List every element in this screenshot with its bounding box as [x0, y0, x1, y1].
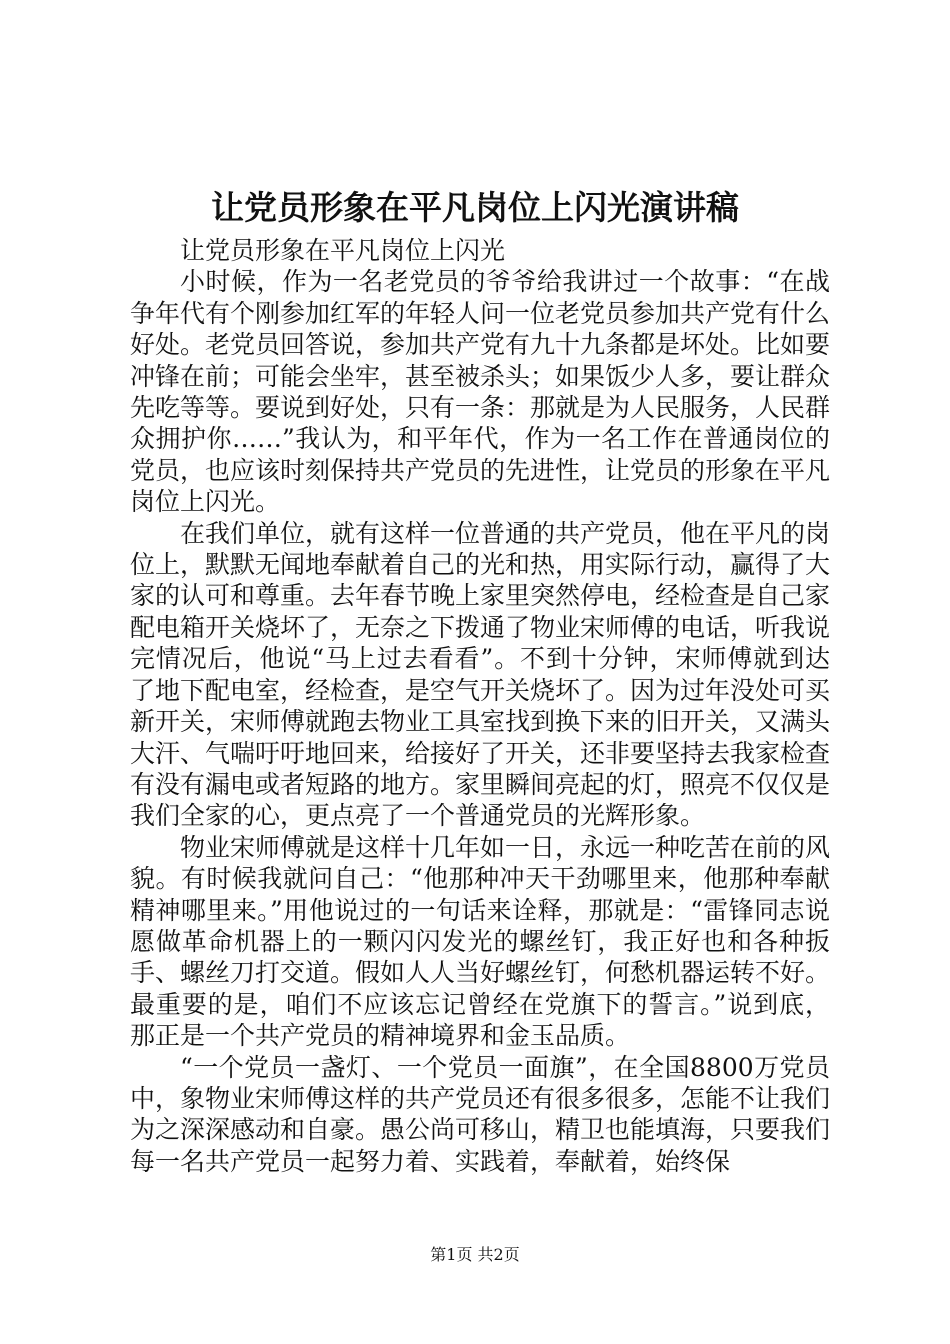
paragraph: 物业宋师傅就是这样十几年如一日，永远一种吃苦在前的风貌。有时候我就问自己：“他那种冲天干劲哪里来，他那种奉献精神哪里来。”用他说过的一句话来诠释，那就是：“雷锋同志说愿做革命机器上的一颗闪闪发光的螺丝钉，我正好也和各种扳手、螺丝刀打交道。假如人人当好螺丝钉，何愁机器运转不好。最重要的是，咱们不应该忘记曾经在党旗下的誓言。”说到底，那正是一个共产党员的精神境界和金玉品质。: [130, 832, 831, 1051]
page-footer: 第1页 共2页: [430, 1245, 520, 1264]
paragraph: “一个党员一盏灯、一个党员一面旗”，在全国8800万党员中，象物业宋师傅这样的共产党员还有很多很多，怎能不让我们为之深深感动和自豪。愚公尚可移山，精卫也能填海，只要我们每一名共产党员一起努力着、实践着，奉献着，始终保: [130, 1052, 831, 1176]
document-subtitle: 让党员形象在平凡岗位上闪光: [180, 236, 506, 265]
paragraph: 在我们单位，就有这样一位普通的共产党员，他在平凡的岗位上，默默无闻地奉献着自己的光和热，用实际行动，赢得了大家的认可和尊重。去年春节晚上家里突然停电，经检查是自己家配电箱开关烧坏了，无奈之下拨通了物业宋师傅的电话，听我说完情况后，他说“马上过去看看”。不到十分钟，宋师傅就到达了地下配电室，经检查，是空气开关烧坏了。因为过年没处可买新开关，宋师傅就跑去物业工具室找到换下来的旧开关，又满头大汗、气喘吁吁地回来，给接好了开关，还非要坚持去我家检查有没有漏电或者短路的地方。家里瞬间亮起的灯，照亮不仅仅是我们全家的心，更点亮了一个普通党员的光辉形象。: [130, 518, 831, 831]
paragraph: 小时候，作为一名老党员的爷爷给我讲过一个故事：“在战争年代有个刚参加红军的年轻人问一位老党员参加共产党有什么好处。老党员回答说，参加共产党有九十九条都是坏处。比如要冲锋在前；可能会坐牢，甚至被杀头；如果饭少人多，要让群众先吃等等。要说到好处，只有一条：那就是为人民服务，人民群众拥护你……”我认为，和平年代，作为一名工作在普通岗位的党员，也应该时刻保持共产党员的先进性，让党员的形象在平凡岗位上闪光。: [130, 267, 831, 517]
document-body: [130, 235, 830, 1177]
document-title: 让党员形象在平凡岗位上闪光演讲稿: [211, 188, 739, 227]
